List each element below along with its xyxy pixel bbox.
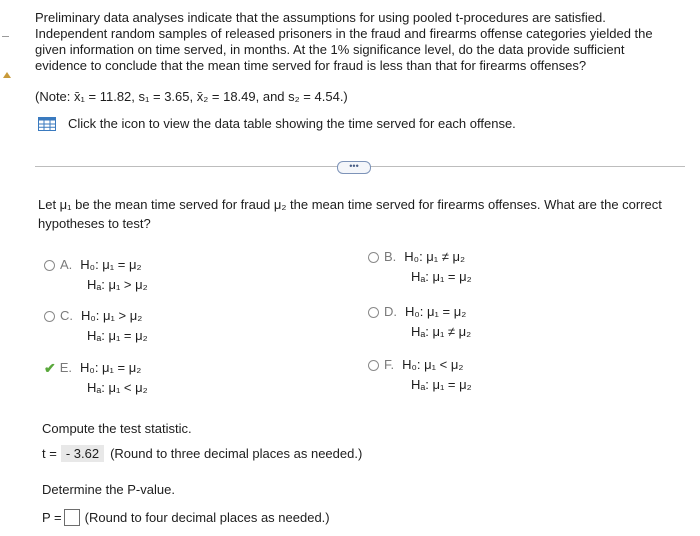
radio-option-f[interactable] <box>368 360 379 371</box>
null-hypothesis: H₀: μ₁ = μ₂ <box>405 304 467 319</box>
problem-line: evidence to conclude that the mean time served for fraud is less than that for firearms offenses? <box>35 58 587 73</box>
edge-tick <box>2 36 9 37</box>
option-a[interactable] <box>44 255 148 295</box>
alt-hypothesis: Hₐ: μ₁ ≠ μ₂ <box>411 324 472 339</box>
left-edge <box>0 0 14 536</box>
test-statistic-prompt: Compute the test statistic. <box>42 421 192 436</box>
problem-line: given information on time served, in months. At the 1% significance level, do the data provide sufficient <box>35 42 625 57</box>
summary-stats-note: (Note: x̄₁ = 11.82, s₁ = 3.65, x̄₂ = 18.49, and s₂ = 4.54.) <box>35 89 348 104</box>
option-letter: A. <box>60 257 73 272</box>
null-hypothesis: H₀: μ₁ ≠ μ₂ <box>404 249 466 264</box>
null-hypothesis: H₀: μ₁ = μ₂ <box>80 257 142 272</box>
alt-hypothesis: Hₐ: μ₁ > μ₂ <box>87 277 148 292</box>
option-f[interactable] <box>368 355 472 395</box>
option-letter: E. <box>59 360 73 375</box>
question-line: Let μ₁ be the mean time served for fraud μ₂ the mean time served for firearms offenses. What are the correct <box>38 197 662 212</box>
null-hypothesis: H₀: μ₁ = μ₂ <box>80 360 142 375</box>
collapse-arrow-icon[interactable] <box>3 72 11 78</box>
option-letter: F. <box>384 357 395 372</box>
null-hypothesis: H₀: μ₁ > μ₂ <box>81 308 143 323</box>
test-statistic-row <box>42 445 362 462</box>
checkmark-icon: ✔ <box>44 360 56 376</box>
null-hypothesis: H₀: μ₁ < μ₂ <box>402 357 464 372</box>
problem-statement <box>35 10 675 74</box>
question-line: hypotheses to test? <box>38 216 151 231</box>
p-value-input[interactable] <box>64 509 80 526</box>
alt-hypothesis: Hₐ: μ₁ = μ₂ <box>87 328 148 343</box>
alt-hypothesis: Hₐ: μ₁ = μ₂ <box>411 269 472 284</box>
radio-option-d[interactable] <box>368 307 379 318</box>
t-label: t = <box>42 446 57 461</box>
p-value-prompt: Determine the P-value. <box>42 482 175 497</box>
radio-option-b[interactable] <box>368 252 379 263</box>
radio-option-c[interactable] <box>44 311 55 322</box>
option-c[interactable] <box>44 306 148 346</box>
problem-line: Preliminary data analyses indicate that the assumptions for using pooled t-procedures are satisfied. <box>35 10 606 25</box>
alt-hypothesis: Hₐ: μ₁ = μ₂ <box>411 377 472 392</box>
expand-more-button[interactable]: ••• <box>337 161 371 174</box>
problem-line: Independent random samples of released prisoners in the fraud and firearms offense categories yielded the <box>35 26 653 41</box>
hypothesis-question <box>38 195 688 233</box>
option-letter: B. <box>384 249 397 264</box>
option-e[interactable] <box>44 358 148 398</box>
t-rounding-hint: (Round to three decimal places as needed.) <box>110 446 363 461</box>
data-table-link-text[interactable]: Click the icon to view the data table showing the time served for each offense. <box>68 116 516 131</box>
option-letter: D. <box>384 304 397 319</box>
option-b[interactable] <box>368 247 472 287</box>
p-label: P = <box>42 510 62 525</box>
p-value-row <box>42 509 330 526</box>
t-value-answer[interactable]: - 3.62 <box>61 445 104 462</box>
p-rounding-hint: (Round to four decimal places as needed.) <box>84 510 330 525</box>
option-d[interactable] <box>368 302 471 342</box>
radio-option-a[interactable] <box>44 260 55 271</box>
alt-hypothesis: Hₐ: μ₁ < μ₂ <box>87 380 148 395</box>
option-letter: C. <box>60 308 73 323</box>
data-table-icon[interactable] <box>38 117 56 131</box>
data-table-link[interactable] <box>38 116 516 131</box>
